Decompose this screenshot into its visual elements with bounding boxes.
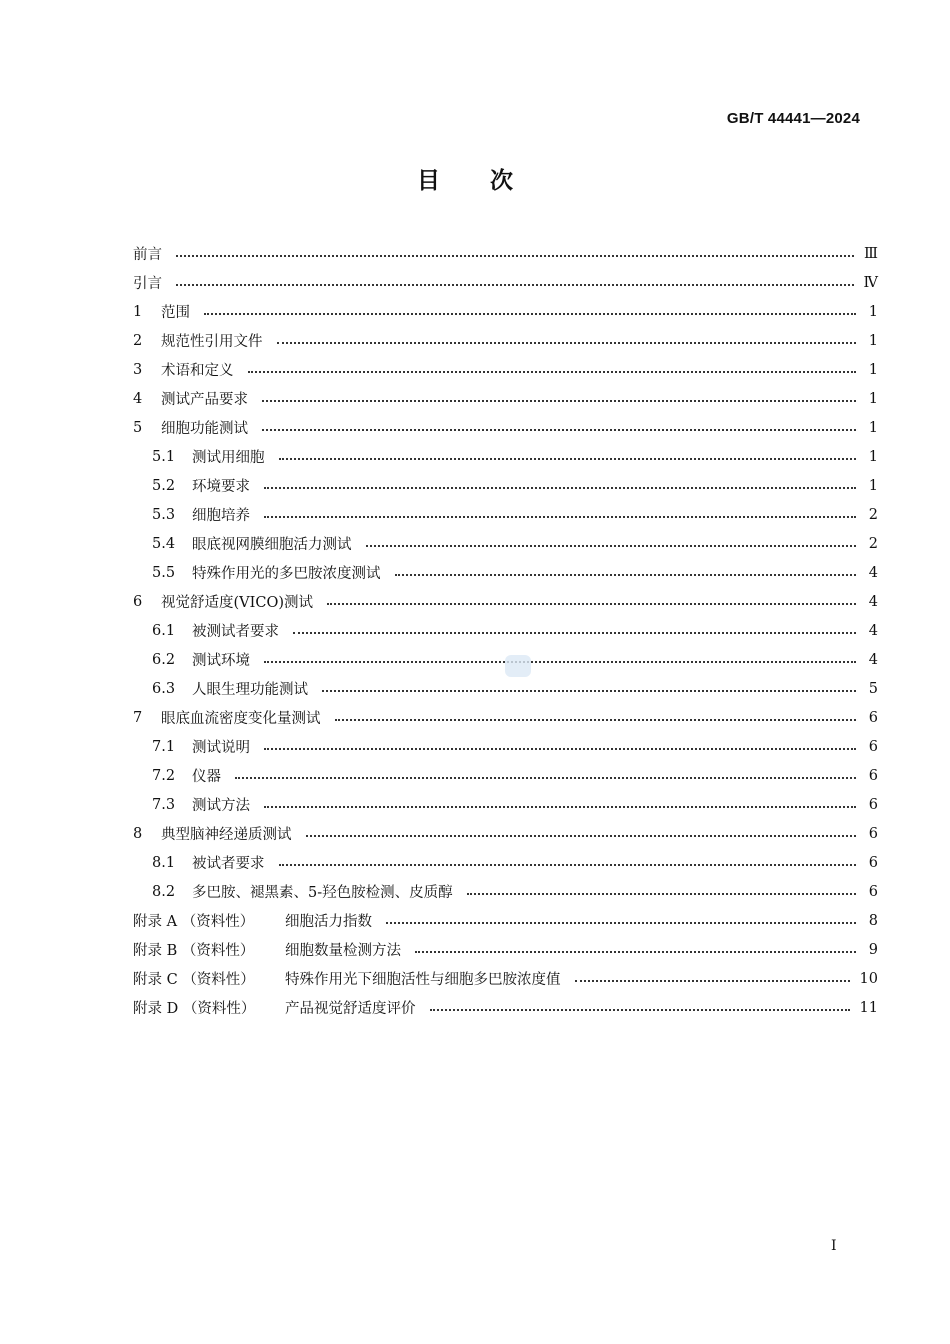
toc-entry-page: 6 xyxy=(868,796,878,813)
toc-entry-title: 测试产品要求 xyxy=(161,392,248,408)
dot-leader xyxy=(327,602,856,605)
footer-page-number: Ⅰ xyxy=(831,1238,837,1254)
toc-entry-page: 9 xyxy=(868,941,878,958)
toc-entry-number: 5.4 xyxy=(152,535,176,552)
toc-entry-page: 6 xyxy=(868,825,878,842)
toc-entry[interactable] xyxy=(133,384,878,413)
dot-leader xyxy=(430,1008,850,1011)
toc-entry-page: 1 xyxy=(868,361,878,378)
toc-entry-page: 5 xyxy=(868,680,878,697)
toc-entry[interactable] xyxy=(133,761,878,790)
dot-leader xyxy=(467,892,856,895)
toc-entry[interactable] xyxy=(133,819,878,848)
toc-entry[interactable] xyxy=(133,326,878,355)
toc-title: 目次 xyxy=(417,168,563,194)
toc-entry-number: 1 xyxy=(133,303,143,320)
standard-code: GB/T 44441—2024 xyxy=(726,110,860,127)
toc-entry[interactable] xyxy=(133,413,878,442)
toc-entry[interactable] xyxy=(133,964,878,993)
toc-entry[interactable] xyxy=(133,297,878,326)
toc-entry[interactable] xyxy=(133,239,878,268)
dot-leader xyxy=(366,544,857,547)
toc-entry[interactable] xyxy=(133,935,878,964)
toc-appendix-label: 附录 D （资料性） xyxy=(133,1001,256,1017)
toc-entry-number: 8.1 xyxy=(152,854,176,871)
toc-entry-title: 视觉舒适度(VICO)测试 xyxy=(161,595,313,611)
toc-entry-title: 眼底血流密度变化量测试 xyxy=(161,711,321,727)
toc-entry-title: 细胞数量检测方法 xyxy=(285,943,401,959)
toc-entry-title: 细胞功能测试 xyxy=(161,421,248,437)
toc-entry[interactable] xyxy=(133,558,878,587)
dot-leader xyxy=(335,718,857,721)
dot-leader xyxy=(264,515,856,518)
watermark-logo-icon xyxy=(505,655,531,677)
toc-entry-page: 1 xyxy=(868,390,878,407)
toc-entry-title: 被试者要求 xyxy=(192,856,265,872)
toc-entry-title: 多巴胺、褪黑素、5-羟色胺检测、皮质醇 xyxy=(192,885,453,901)
toc-entry-page: Ⅳ xyxy=(863,274,878,291)
toc-entry-page: 4 xyxy=(868,651,878,668)
dot-leader xyxy=(277,341,857,344)
toc-entry-page: 6 xyxy=(868,767,878,784)
toc-entry-title: 细胞培养 xyxy=(192,508,250,524)
dot-leader xyxy=(395,573,857,576)
dot-leader xyxy=(322,689,856,692)
toc-appendix-label: 附录 C （资料性） xyxy=(133,972,255,988)
toc-entry[interactable] xyxy=(133,616,878,645)
toc-entry-page: 8 xyxy=(868,912,878,929)
toc-entry-number: 5.3 xyxy=(152,506,176,523)
toc-entry-number: 3 xyxy=(133,361,143,378)
dot-leader xyxy=(262,428,856,431)
toc-entry-number: 7.3 xyxy=(152,796,176,813)
toc-entry[interactable] xyxy=(133,268,878,297)
toc-entry-page: 1 xyxy=(868,448,878,465)
dot-leader xyxy=(575,979,850,982)
dot-leader xyxy=(415,950,856,953)
toc-entry-title: 细胞活力指数 xyxy=(285,914,372,930)
dot-leader xyxy=(204,312,856,315)
toc-entry-page: 6 xyxy=(868,738,878,755)
toc-entry-title: 仪器 xyxy=(192,769,221,785)
dot-leader xyxy=(248,370,857,373)
toc-appendix-label: 附录 B （资料性） xyxy=(133,943,255,959)
toc-entry-number: 8.2 xyxy=(152,883,176,900)
toc-entry-number: 7 xyxy=(133,709,143,726)
toc-entry[interactable] xyxy=(133,848,878,877)
toc-entry-page: 1 xyxy=(868,419,878,436)
toc-entry[interactable] xyxy=(133,906,878,935)
toc-entry-page: 1 xyxy=(868,303,878,320)
toc-entry-title: 产品视觉舒适度评价 xyxy=(285,1001,416,1017)
toc-entry-title: 术语和定义 xyxy=(161,363,234,379)
toc-entry-number: 7.1 xyxy=(152,738,176,755)
toc-entry-page: 6 xyxy=(868,854,878,871)
toc-entry-title: 人眼生理功能测试 xyxy=(192,682,308,698)
toc-entry-number: 8 xyxy=(133,825,143,842)
toc-entry-page: 1 xyxy=(868,332,878,349)
dot-leader xyxy=(235,776,856,779)
toc-entry[interactable] xyxy=(133,587,878,616)
toc-entry[interactable] xyxy=(133,355,878,384)
toc-entry-title: 规范性引用文件 xyxy=(161,334,263,350)
toc-entry-title: 环境要求 xyxy=(192,479,250,495)
toc-entry-title: 特殊作用光下细胞活性与细胞多巴胺浓度值 xyxy=(285,972,561,988)
dot-leader xyxy=(264,486,856,489)
toc-entry-number: 5.5 xyxy=(152,564,176,581)
toc-entry-number: 5 xyxy=(133,419,143,436)
toc-entry[interactable] xyxy=(133,703,878,732)
dot-leader xyxy=(293,631,856,634)
toc-entry-title: 眼底视网膜细胞活力测试 xyxy=(192,537,352,553)
toc-entry[interactable] xyxy=(133,529,878,558)
toc-entry-number: 2 xyxy=(133,332,143,349)
toc-entry-number: 6.3 xyxy=(152,680,176,697)
toc-entry-page: 11 xyxy=(859,999,878,1016)
table-of-contents xyxy=(133,239,878,1022)
toc-entry-page: 6 xyxy=(868,883,878,900)
toc-entry-title: 引言 xyxy=(133,276,162,292)
dot-leader xyxy=(264,805,856,808)
dot-leader xyxy=(176,254,854,257)
toc-entry-number: 4 xyxy=(133,390,143,407)
toc-entry[interactable] xyxy=(133,877,878,906)
toc-entry-number: 6.1 xyxy=(152,622,176,639)
dot-leader xyxy=(262,399,856,402)
toc-entry-title: 测试用细胞 xyxy=(192,450,265,466)
toc-entry[interactable] xyxy=(133,442,878,471)
toc-entry-page: 4 xyxy=(868,622,878,639)
toc-entry-page: 1 xyxy=(868,477,878,494)
dot-leader xyxy=(386,921,856,924)
dot-leader xyxy=(279,457,857,460)
toc-entry-title: 范围 xyxy=(161,305,190,321)
toc-entry-page: 4 xyxy=(868,564,878,581)
toc-entry-title: 测试方法 xyxy=(192,798,250,814)
toc-entry-page: 2 xyxy=(868,535,878,552)
toc-entry[interactable] xyxy=(133,471,878,500)
toc-entry[interactable] xyxy=(133,993,878,1022)
toc-entry[interactable] xyxy=(133,500,878,529)
toc-entry-title: 测试环境 xyxy=(192,653,250,669)
dot-leader xyxy=(264,660,856,663)
toc-entry-title: 前言 xyxy=(133,247,162,263)
toc-entry[interactable] xyxy=(133,790,878,819)
toc-entry-page: 4 xyxy=(868,593,878,610)
toc-entry-number: 5.1 xyxy=(152,448,176,465)
toc-entry-number: 6 xyxy=(133,593,143,610)
dot-leader xyxy=(306,834,857,837)
toc-entry-page: 10 xyxy=(859,970,878,987)
dot-leader xyxy=(279,863,857,866)
toc-entry[interactable] xyxy=(133,674,878,703)
toc-entry[interactable] xyxy=(133,732,878,761)
toc-entry-page: 6 xyxy=(868,709,878,726)
dot-leader xyxy=(176,283,854,286)
toc-entry-title: 被测试者要求 xyxy=(192,624,279,640)
toc-entry-number: 7.2 xyxy=(152,767,176,784)
toc-entry-page: 2 xyxy=(868,506,878,523)
toc-appendix-label: 附录 A （资料性） xyxy=(133,914,255,930)
toc-entry-number: 6.2 xyxy=(152,651,176,668)
toc-entry-title: 测试说明 xyxy=(192,740,250,756)
toc-entry-page: Ⅲ xyxy=(864,245,878,262)
toc-entry-title: 特殊作用光的多巴胺浓度测试 xyxy=(192,566,381,582)
toc-entry-title: 典型脑神经递质测试 xyxy=(161,827,292,843)
toc-entry-number: 5.2 xyxy=(152,477,176,494)
dot-leader xyxy=(264,747,856,750)
